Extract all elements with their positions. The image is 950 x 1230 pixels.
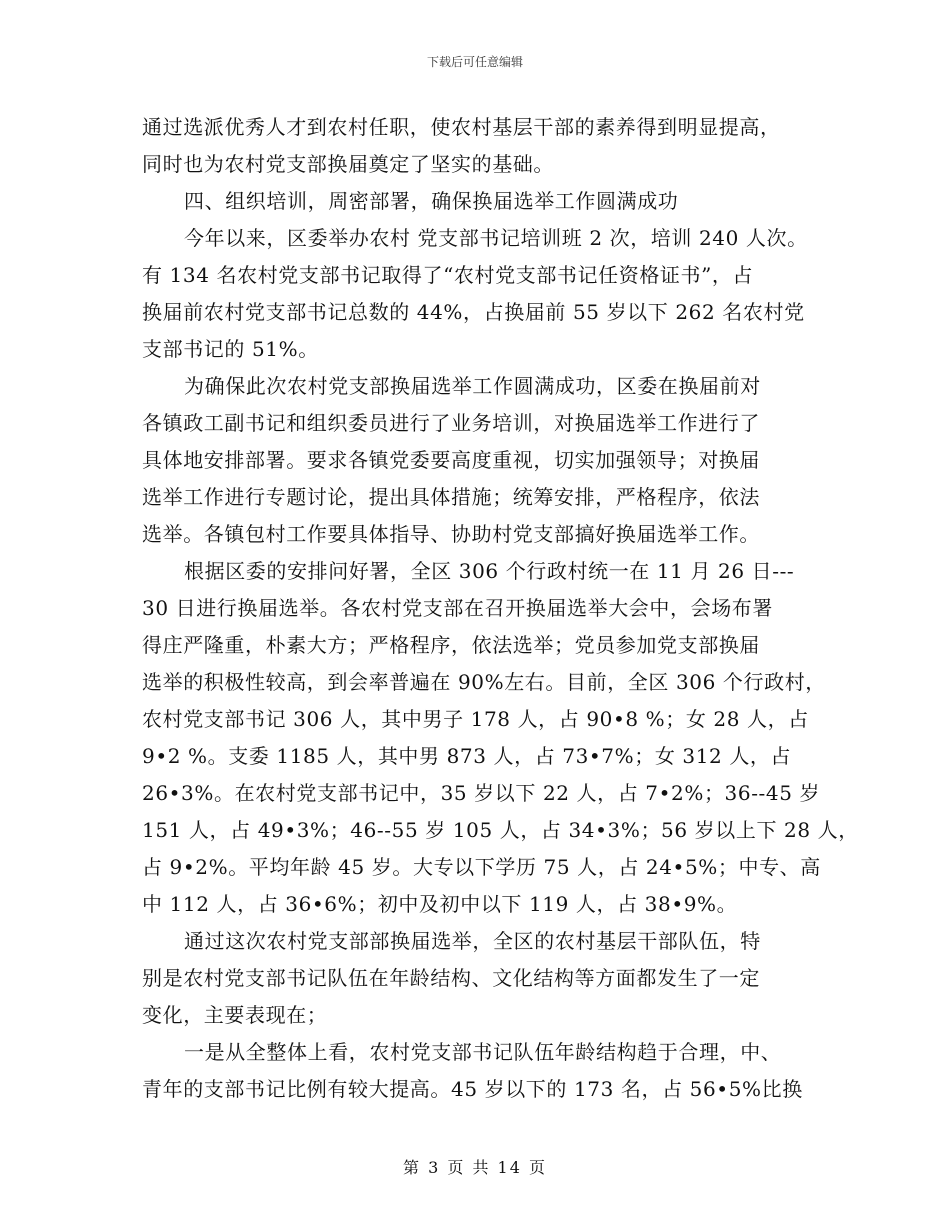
text-line: 有 134 名农村党支部书记取得了“农村党支部书记任资格证书”，占: [142, 263, 754, 287]
text-line: 农村党支部书记 306 人，其中男子 178 人，占 90•8 %；女 28 人，占: [142, 707, 809, 731]
text-line: 通过选派优秀人才到农村任职，使农村基层干部的素养得到明显提高，: [142, 115, 781, 139]
text-line: 选举。各镇包村工作要具体指导、协助村党支部搞好换届选举工作。: [142, 522, 760, 546]
text-line: 26•3%。在农村党支部书记中，35 岁以下 22 人，占 7•2%；36--45 岁: [142, 781, 821, 805]
text-line: 支部书记的 51%。: [142, 337, 319, 361]
text-line: 30 日进行换届选举。各农村党支部在召开换届选举大会中，会场布署: [142, 596, 774, 620]
text-line: 别是农村党支部书记队伍在年龄结构、文化结构等方面都发生了一定: [142, 966, 760, 990]
text-line: 151 人，占 49•3%；46--55 岁 105 人，占 34•3%；56 岁以上下 28 人，: [142, 818, 859, 842]
text-line: 各镇政工副书记和组织委员进行了业务培训，对换届选举工作进行了: [142, 411, 760, 435]
text-line: 同时也为农村党支部换届奠定了坚实的基础。: [142, 152, 554, 176]
text-line: 9•2 %。支委 1185 人，其中男 873 人，占 73•7%；女 312 人，占: [142, 744, 792, 768]
text-line: 青年的支部书记比例有较大提高。45 岁以下的 173 名，占 56•5%比换: [142, 1077, 803, 1101]
text-line: 根据区委的安排问好署，全区 306 个行政村统一在 11 月 26 日---: [184, 559, 795, 583]
text-line: 占 9•2%。平均年龄 45 岁。大专以下学历 75 人，占 24•5%；中专、高: [142, 855, 821, 879]
text-line: 具体地安排部署。要求各镇党委要高度重视，切实加强领导；对换届: [142, 448, 760, 472]
page-header: 下载后可任意编辑: [426, 55, 523, 69]
text-line: 一是从全整体上看，农村党支部书记队伍年龄结构趋于合理，中、: [184, 1040, 782, 1064]
text-line: 通过这次农村党支部部换届选举，全区的农村基层干部队伍，特: [184, 929, 761, 953]
text-line: 选举工作进行专题讨论，提出具体措施；统筹安排，严格程序，依法: [142, 485, 760, 509]
text-line: 变化，主要表现在；: [142, 1003, 328, 1027]
page-footer: 第 3 页 共 14 页: [403, 1158, 547, 1177]
text-line: 四、组织培训，周密部署，确保换届选举工作圆满成功: [184, 189, 679, 213]
text-line: 得庄严隆重，朴素大方；严格程序，依法选举；党员参加党支部换届: [142, 633, 760, 657]
text-line: 今年以来，区委举办农村 党支部书记培训班 2 次，培训 240 人次。: [184, 226, 808, 250]
text-line: 换届前农村党支部书记总数的 44%，占换届前 55 岁以下 262 名农村党: [142, 300, 805, 324]
document-body: [142, 109, 859, 1108]
text-line: 选举的积极性较高，到会率普遍在 90%左右。目前，全区 306 个行政村，: [142, 670, 826, 694]
text-line: 中 112 人，占 36•6%；初中及初中以下 119 人，占 38•9%。: [142, 892, 738, 916]
text-line: 为确保此次农村党支部换届选举工作圆满成功，区委在换届前对: [184, 374, 761, 398]
